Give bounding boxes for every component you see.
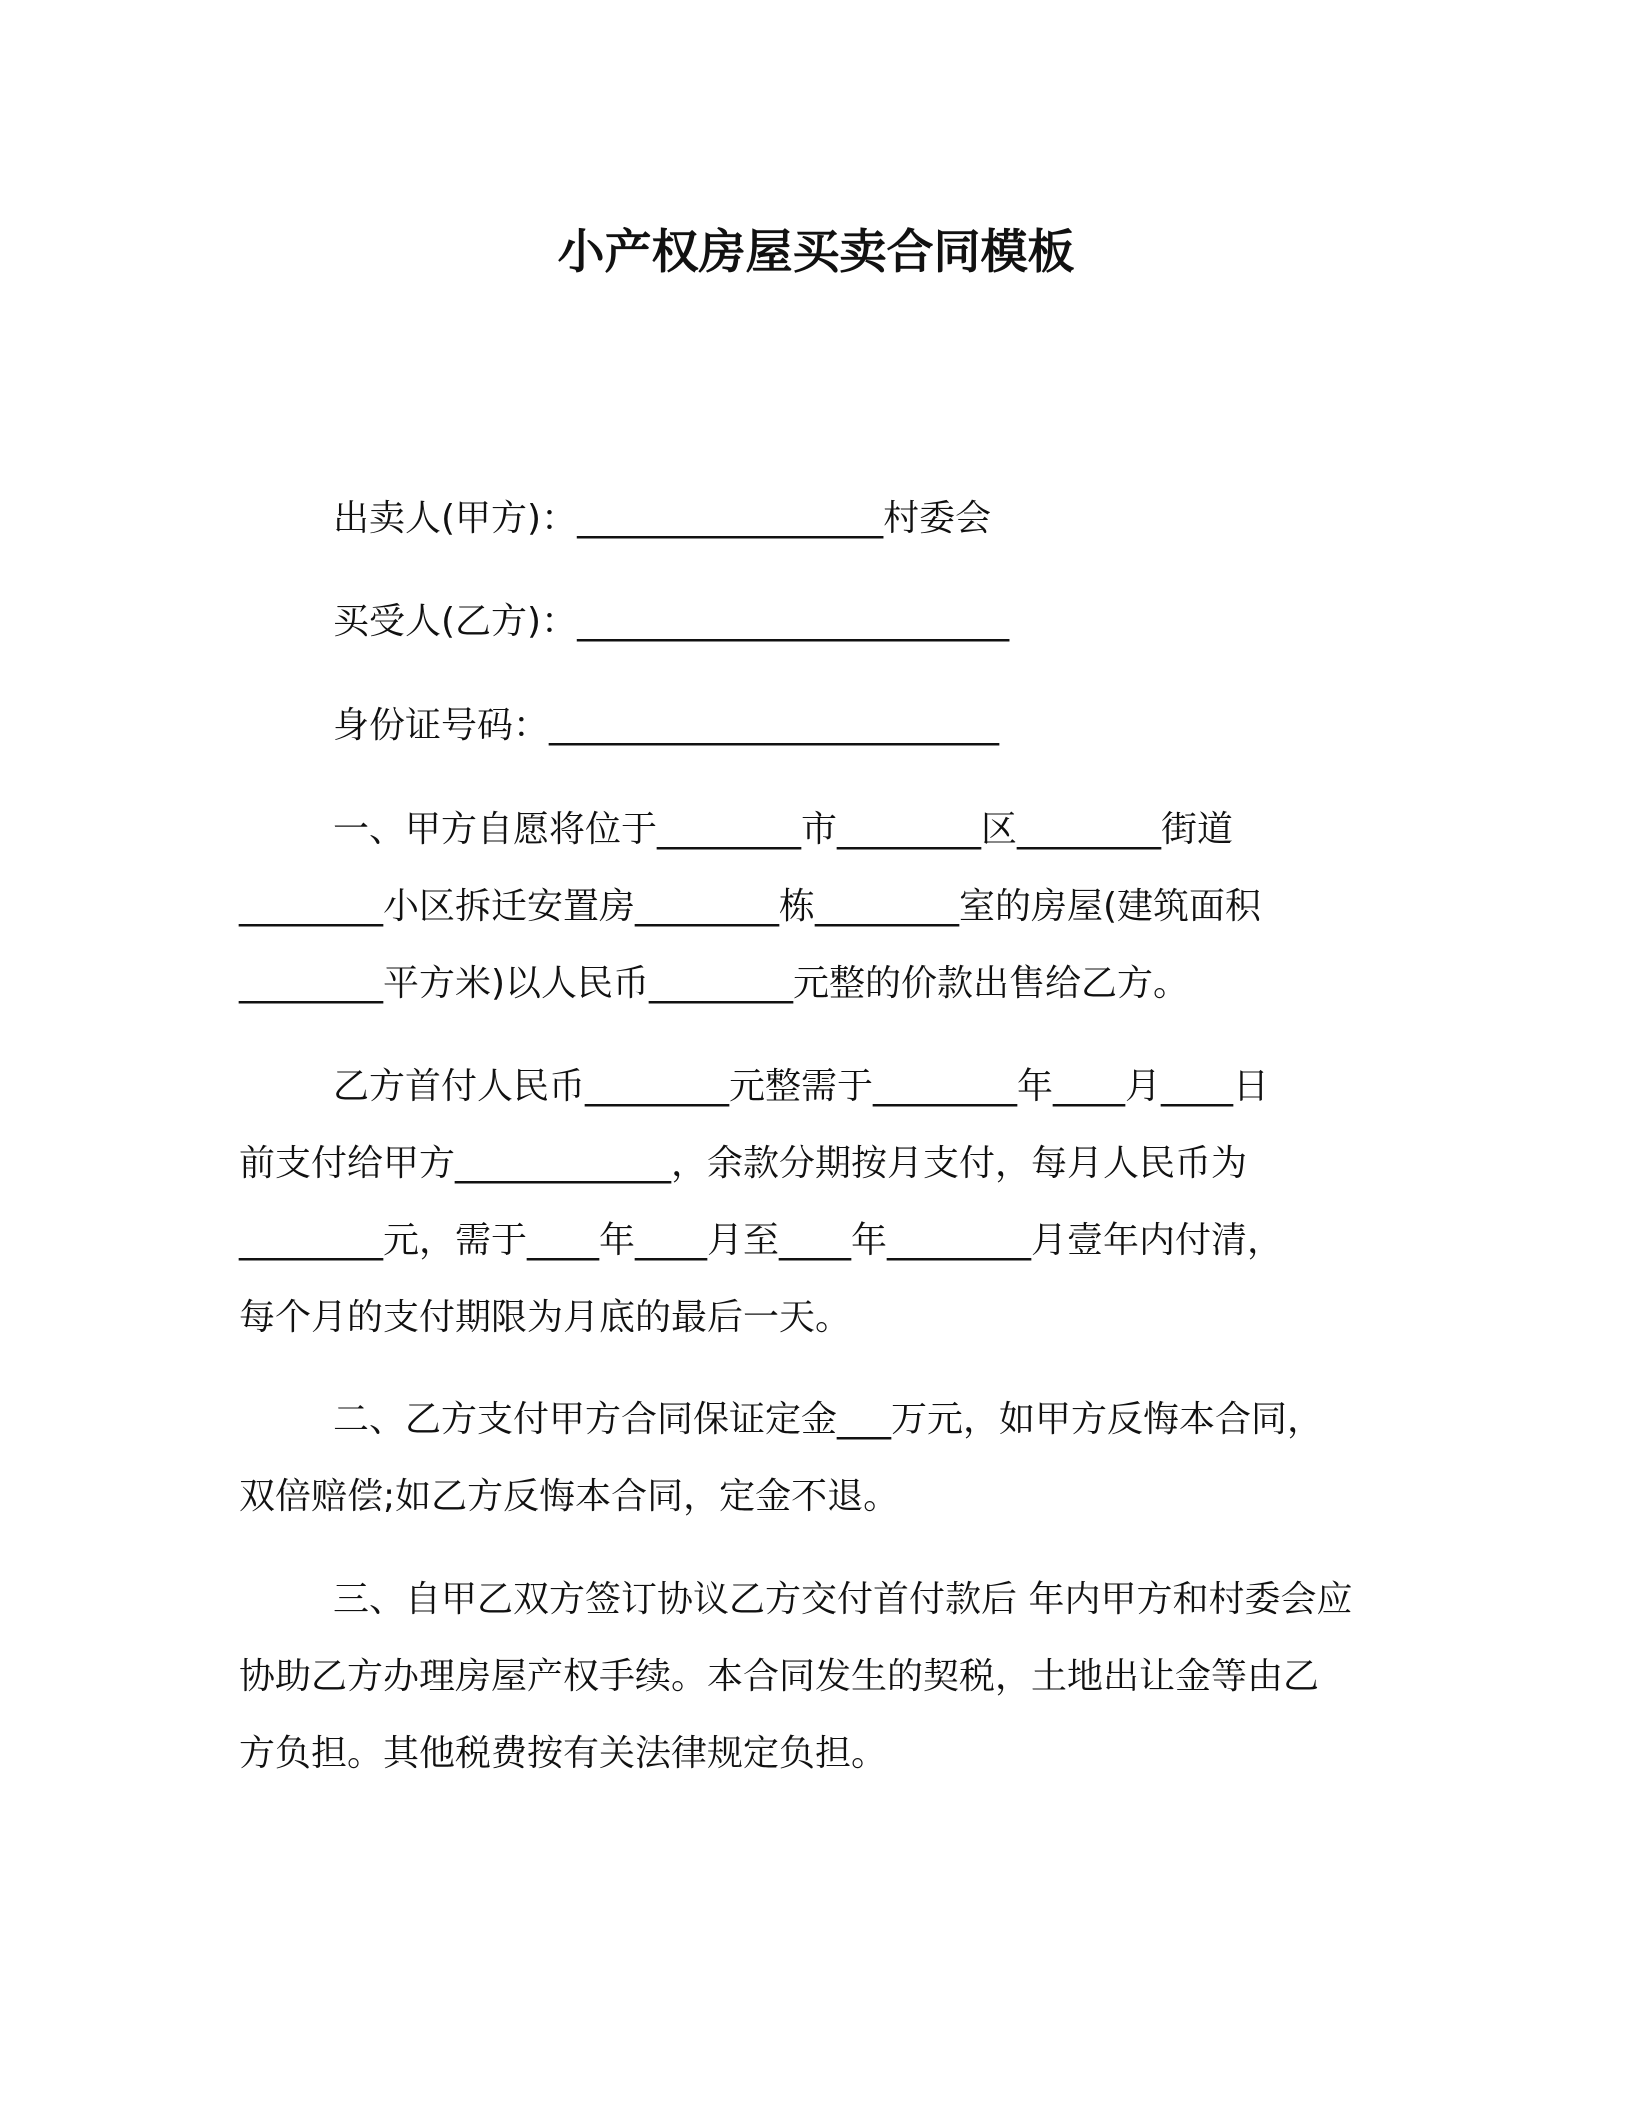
clause-2-line-2: 双倍赔偿;如乙方反悔本合同，定金不退。 [239, 1476, 900, 1517]
clause-1-line-2: ________小区拆迁安置房________栋________室的房屋(建筑面积 [239, 886, 1262, 927]
document-title: 小产权房屋买卖合同模板 [557, 225, 1075, 280]
payment-line-1: 乙方首付人民币________元整需于________年____月____日 [333, 1066, 1270, 1107]
clause-1-line-3: ________平方米)以人民币________元整的价款出售给乙方。 [239, 963, 1190, 1004]
clause-2-line-1: 二、乙方支付甲方合同保证定金___万元，如甲方反悔本合同， [333, 1399, 1324, 1440]
clause-3-line-2: 协助乙方办理房屋产权手续。本合同发生的契税，土地出让金等由乙 [239, 1656, 1320, 1697]
payment-line-3: ________元，需于____年____月至____年________月壹年内付清， [239, 1220, 1284, 1261]
id-number-line: 身份证号码：_________________________ [333, 705, 1000, 746]
clause-3-line-3: 方负担。其他税费按有关法律规定负担。 [239, 1733, 888, 1774]
clause-1-line-1: 一、甲方自愿将位于________市________区________街道 [333, 809, 1234, 850]
seller-line: 出卖人(甲方)：_________________村委会 [333, 498, 992, 539]
clause-3-line-1: 三、自甲乙双方签订协议乙方交付首付款后 年内甲方和村委会应 [333, 1579, 1353, 1620]
payment-line-2: 前支付给甲方____________，余款分期按月支付，每月人民币为 [239, 1143, 1248, 1184]
buyer-line: 买受人(乙方)：________________________ [333, 601, 1010, 642]
payment-line-4: 每个月的支付期限为月底的最后一天。 [239, 1297, 852, 1338]
